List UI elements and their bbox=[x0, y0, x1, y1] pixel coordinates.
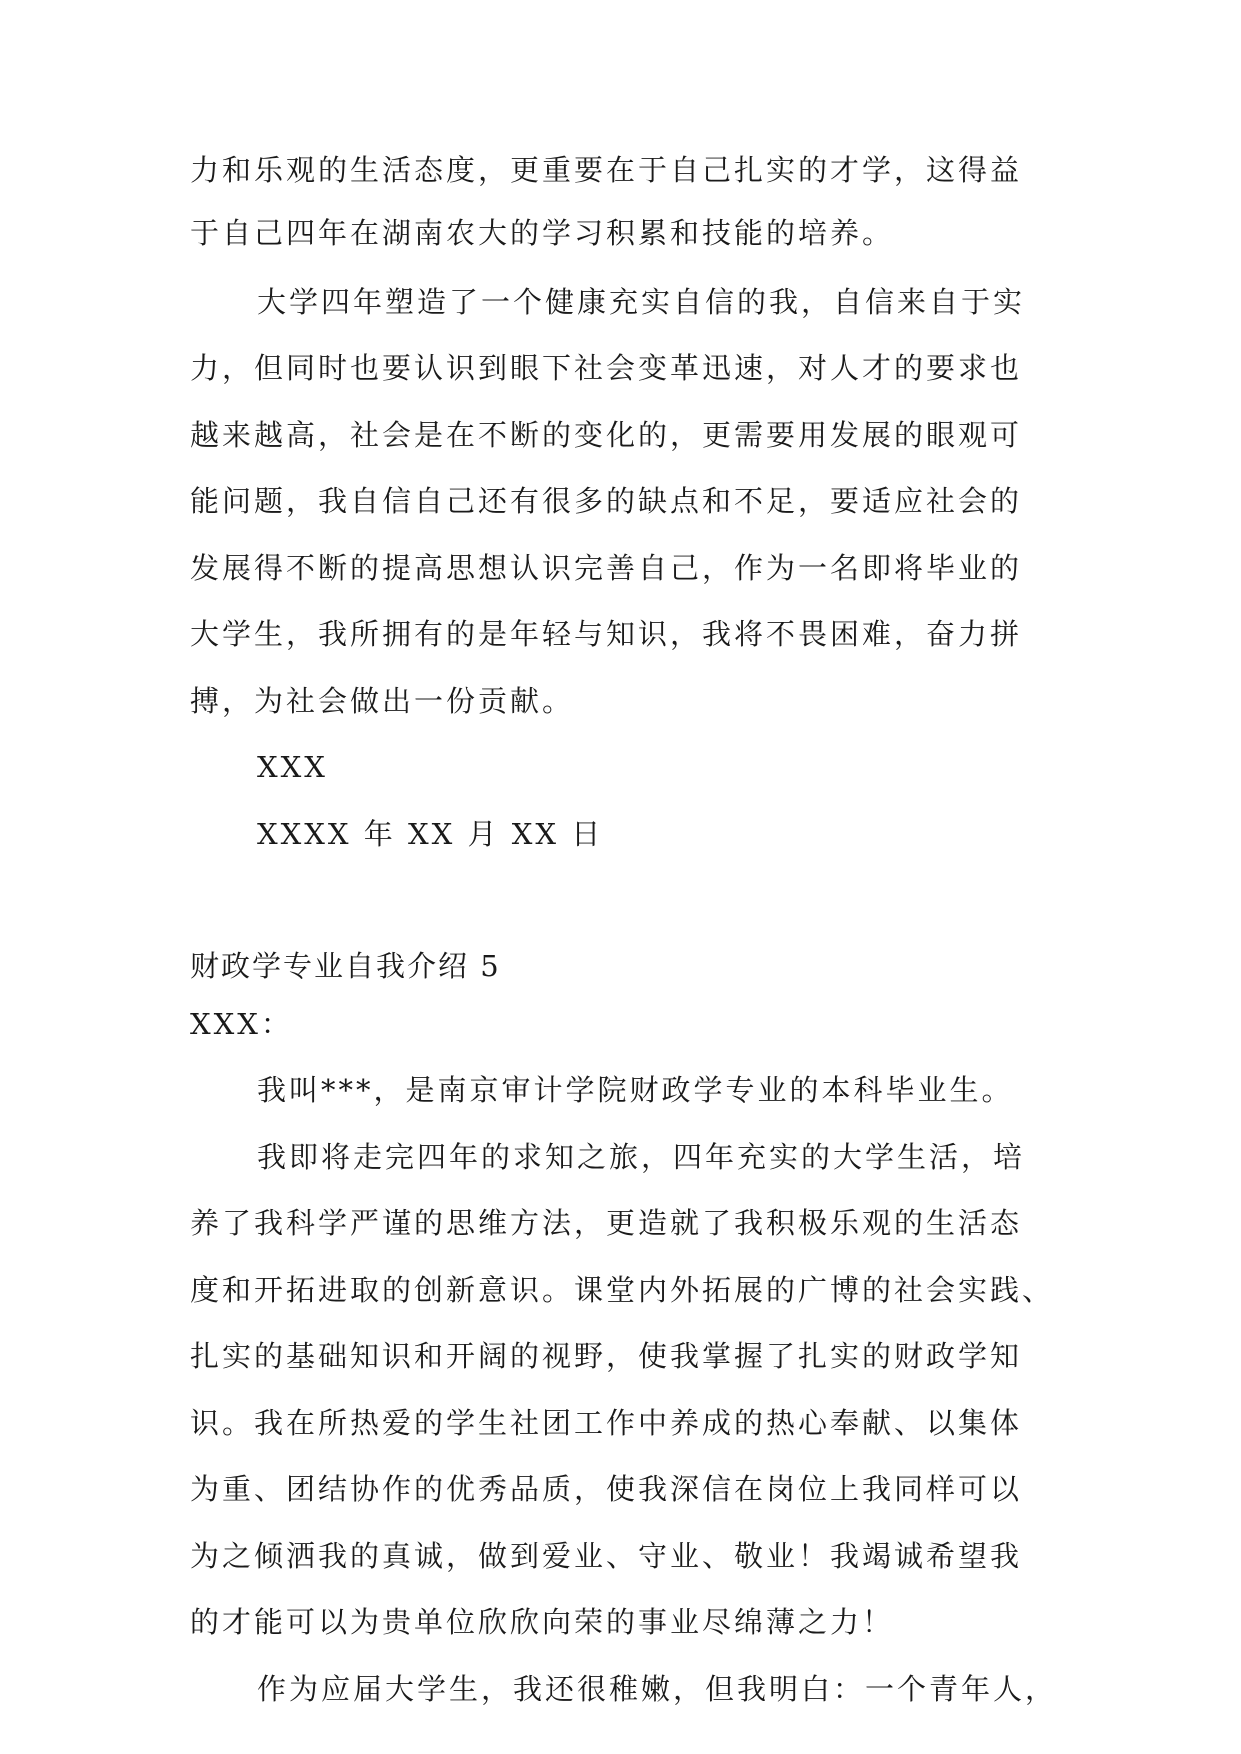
paragraph-first-line: 我叫***，是南京审计学院财政学专业的本科毕业生。 bbox=[257, 1073, 1014, 1107]
text-line: 为重、团结协作的优秀品质，使我深信在岗位上我同样可以 bbox=[190, 1472, 1023, 1506]
text-line: 的才能可以为贵单位欣欣向荣的事业尽绵薄之力！ bbox=[190, 1605, 895, 1639]
signature-date: XXXX 年 XX 月 XX 日 bbox=[257, 817, 604, 851]
text-line: 度和开拓进取的创新意识。课堂内外拓展的广博的社会实践、 bbox=[190, 1273, 1055, 1307]
text-line: 扎实的基础知识和开阔的视野，使我掌握了扎实的财政学知 bbox=[190, 1339, 1023, 1373]
text-line: 养了我科学严谨的思维方法，更造就了我积极乐观的生活态 bbox=[190, 1206, 1023, 1240]
text-line: 识。我在所热爱的学生社团工作中养成的热心奉献、以集体 bbox=[190, 1406, 1023, 1440]
salutation: XXX： bbox=[190, 1007, 293, 1041]
paragraph-first-line: 作为应届大学生，我还很稚嫩，但我明白：一个青年人， bbox=[257, 1672, 1058, 1706]
signature-name: XXX bbox=[257, 750, 328, 784]
text-line: 为之倾洒我的真诚，做到爱业、守业、敬业！我竭诚希望我 bbox=[190, 1539, 1023, 1573]
text-line: 大学生，我所拥有的是年轻与知识，我将不畏困难，奋力拼 bbox=[190, 617, 1023, 651]
section-title: 财政学专业自我介绍 5 bbox=[190, 949, 501, 983]
paragraph-first-line: 我即将走完四年的求知之旅，四年充实的大学生活，培 bbox=[257, 1140, 1026, 1174]
text-line: 力，但同时也要认识到眼下社会变革迅速，对人才的要求也 bbox=[190, 351, 1023, 385]
text-line: 能问题，我自信自己还有很多的缺点和不足，要适应社会的 bbox=[190, 484, 1023, 518]
text-line: 于自己四年在湖南农大的学习积累和技能的培养。 bbox=[190, 216, 895, 250]
text-line: 力和乐观的生活态度，更重要在于自己扎实的才学，这得益 bbox=[190, 153, 1023, 187]
paragraph-first-line: 大学四年塑造了一个健康充实自信的我，自信来自于实 bbox=[257, 285, 1026, 319]
text-line: 发展得不断的提高思想认识完善自己，作为一名即将毕业的 bbox=[190, 551, 1023, 585]
text-line: 搏，为社会做出一份贡献。 bbox=[190, 684, 575, 718]
text-line: 越来越高，社会是在不断的变化的，更需要用发展的眼观可 bbox=[190, 418, 1023, 452]
